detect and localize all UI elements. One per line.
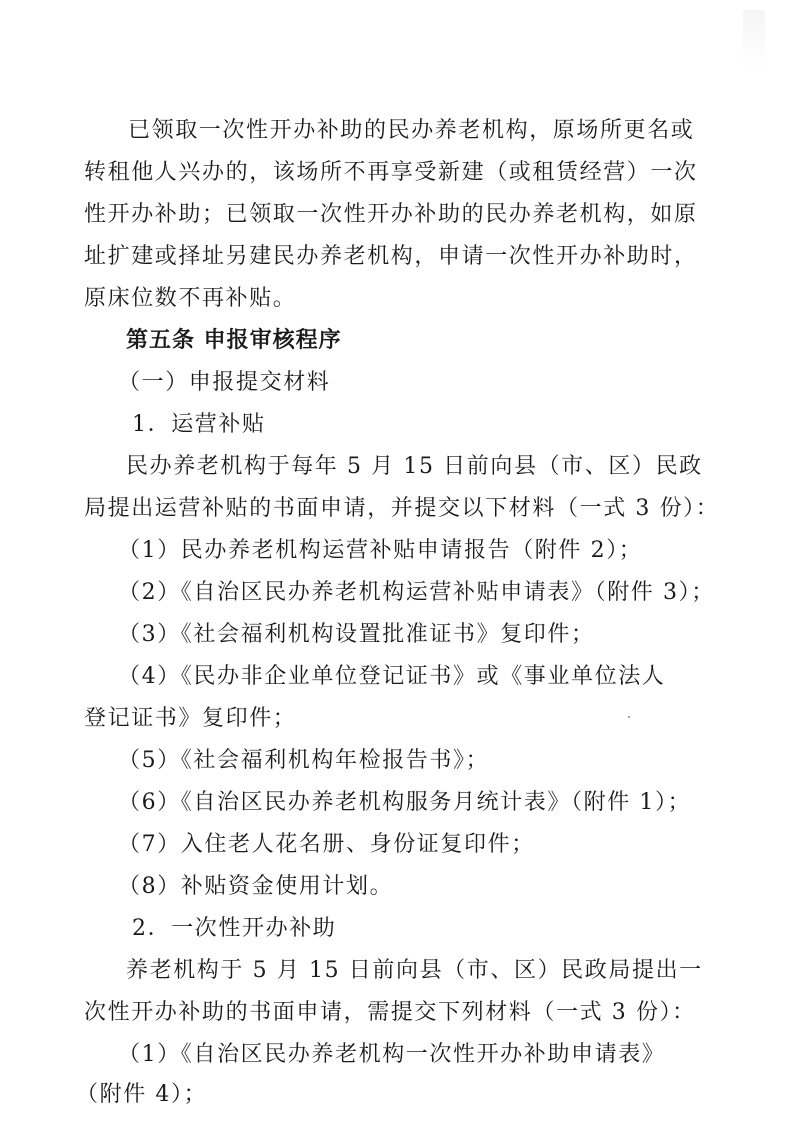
paragraph-line: 性开办补助；已领取一次性开办补助的民办养老机构，如原: [84, 202, 698, 227]
list-item: （4）《民办非企业单位登记证书》或《事业单位法人: [118, 664, 666, 689]
list-item: （8）补贴资金使用计划。: [118, 874, 394, 899]
paragraph-line: 养老机构于 5 月 15 日前向县（市、区）民政局提出一: [126, 958, 703, 983]
scan-artifact: [743, 10, 765, 70]
subsection-heading: 1．运营补贴: [132, 412, 266, 437]
section-heading: （一）申报提交材料: [118, 370, 331, 395]
list-item: （5）《社会福利机构年检报告书》；: [118, 748, 490, 773]
list-item: （3）《社会福利机构设置批准证书》复印件；: [118, 622, 595, 647]
list-item-continuation: （附件 4）；: [76, 1082, 208, 1107]
paragraph-line: 次性开办补助的书面申请，需提交下列材料（一式 3 份）：: [84, 1000, 696, 1025]
paragraph-line: 转租他人兴办的，该场所不再享受新建（或租赁经营）一次: [84, 160, 698, 185]
subsection-heading: 2．一次性开办补助: [132, 916, 337, 941]
list-item: （1）《自治区民办养老机构一次性开办补助申请表》: [118, 1042, 666, 1067]
paragraph-line: 已领取一次性开办补助的民办养老机构，原场所更名或: [128, 118, 695, 143]
scan-speck: [628, 716, 630, 718]
list-item: （1）民办养老机构运营补贴申请报告（附件 2）；: [118, 538, 643, 563]
list-item: （2）《自治区民办养老机构运营补贴申请表》（附件 3）；: [118, 580, 715, 605]
list-item: （6）《自治区民办养老机构服务月统计表》（附件 1）；: [118, 790, 692, 815]
paragraph-line: 民办养老机构于每年 5 月 15 日前向县（市、区）民政: [126, 454, 703, 479]
list-item-continuation: 登记证书》复印件；: [84, 706, 297, 731]
paragraph-line: 原床位数不再补贴。: [84, 286, 297, 311]
article-heading: 第五条 申报审核程序: [126, 328, 342, 353]
list-item: （7）入住老人花名册、身份证复印件；: [118, 832, 535, 857]
paragraph-line: 址扩建或择址另建民办养老机构，申请一次性开办补助时，: [84, 244, 698, 269]
paragraph-line: 局提出运营补贴的书面申请，并提交以下材料（一式 3 份）：: [84, 496, 720, 521]
